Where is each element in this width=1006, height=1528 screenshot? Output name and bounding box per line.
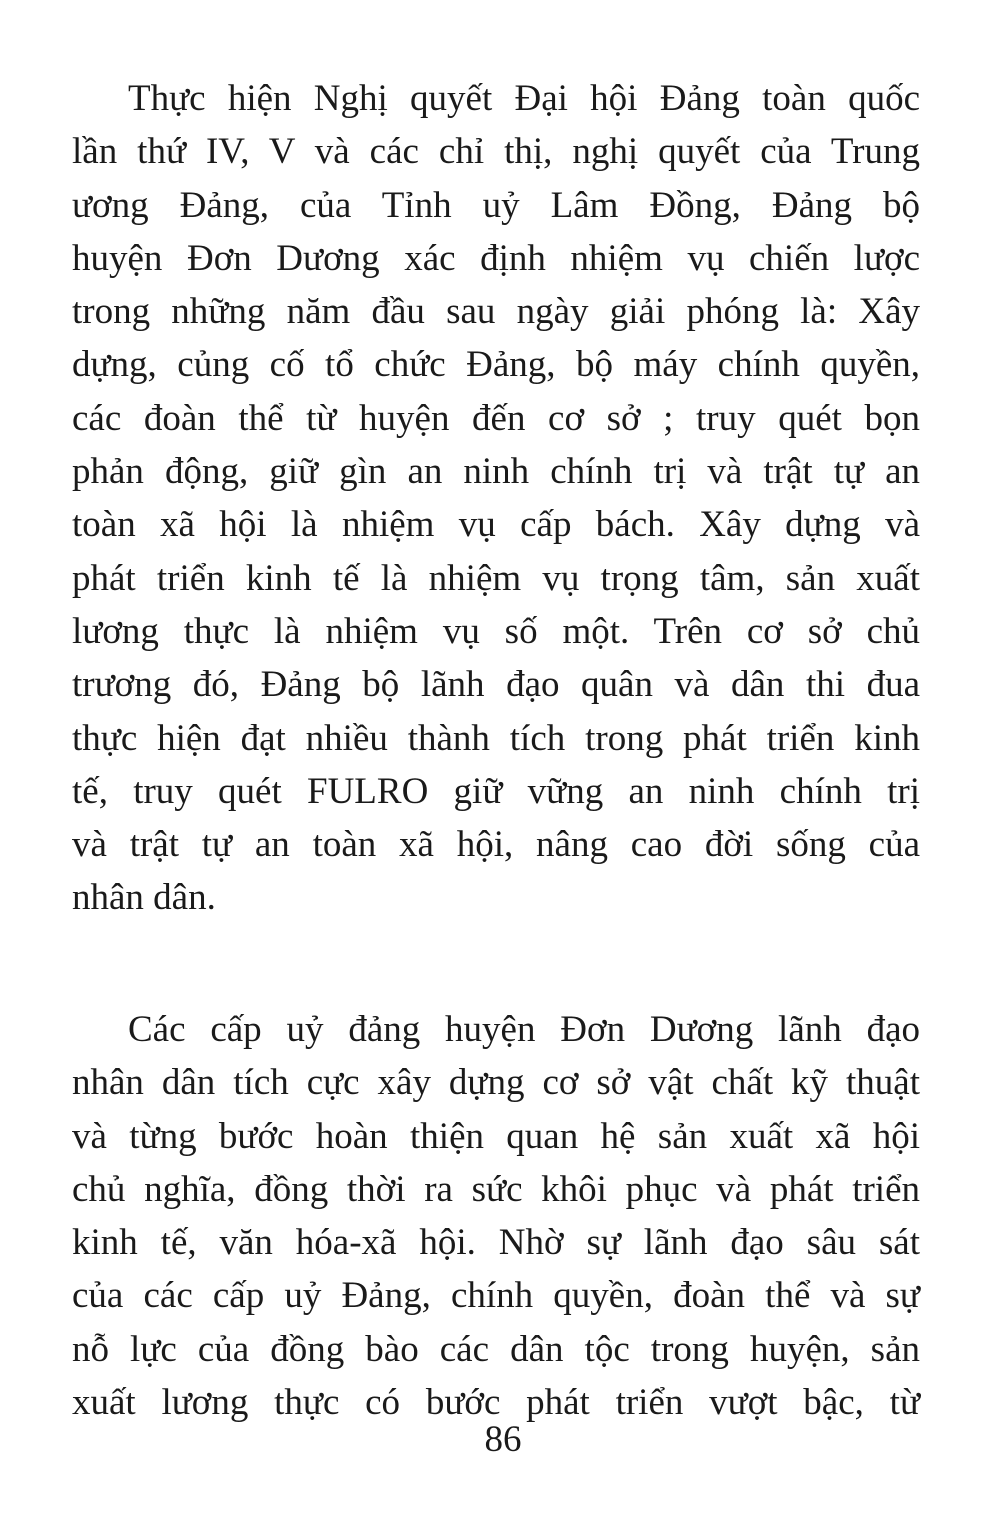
text-line: lần thứ IV, V và các chỉ thị, nghị quyết của Trung	[72, 131, 920, 173]
text-line: huyện Đơn Dương xác định nhiệm vụ chiến lược	[72, 237, 920, 279]
text-line: ương Đảng, của Tỉnh uỷ Lâm Đồng, Đảng bộ	[72, 184, 920, 226]
text-line: nỗ lực của đồng bào các dân tộc trong huyện, sản	[72, 1328, 920, 1370]
text-line: và từng bước hoàn thiện quan hệ sản xuất xã hội	[72, 1115, 920, 1157]
text-line: nhân dân tích cực xây dựng cơ sở vật chất kỹ thuật	[72, 1062, 920, 1104]
text-line: tế, truy quét FULRO giữ vững an ninh chính trị	[72, 770, 920, 812]
text-line: xuất lương thực có bước phát triển vượt bậc, từ	[72, 1382, 920, 1424]
text-line: toàn xã hội là nhiệm vụ cấp bách. Xây dựng và	[72, 504, 920, 546]
paragraph-1	[72, 72, 920, 925]
text-line: dựng, củng cố tổ chức Đảng, bộ máy chính quyền,	[72, 344, 920, 386]
text-line: phát triển kinh tế là nhiệm vụ trọng tâm, sản xuất	[72, 557, 920, 599]
text-line: trương đó, Đảng bộ lãnh đạo quân và dân thi đua	[72, 664, 920, 706]
text-line: lương thực là nhiệm vụ số một. Trên cơ sở chủ	[72, 610, 920, 652]
text-line: Các cấp uỷ đảng huyện Đơn Dương lãnh đạo	[128, 1009, 920, 1050]
text-line: Thực hiện Nghị quyết Đại hội Đảng toàn quốc	[128, 78, 920, 119]
text-line: các đoàn thể từ huyện đến cơ sở ; truy quét bọn	[72, 397, 920, 439]
text-line: và trật tự an toàn xã hội, nâng cao đời sống của	[72, 824, 920, 866]
text-line: nhân dân.	[72, 877, 216, 919]
text-line: trong những năm đầu sau ngày giải phóng là: Xây	[72, 291, 920, 333]
text-line: của các cấp uỷ Đảng, chính quyền, đoàn thể và sự	[72, 1275, 920, 1317]
paragraph-2	[72, 1003, 920, 1429]
text-line: chủ nghĩa, đồng thời ra sức khôi phục và phát triển	[72, 1168, 920, 1210]
text-line: kinh tế, văn hóa-xã hội. Nhờ sự lãnh đạo sâu sát	[72, 1222, 920, 1264]
text-line: thực hiện đạt nhiều thành tích trong phát triển kinh	[72, 717, 920, 759]
text-line: phản động, giữ gìn an ninh chính trị và trật tự an	[72, 451, 920, 493]
page-number: 86	[484, 1419, 522, 1460]
